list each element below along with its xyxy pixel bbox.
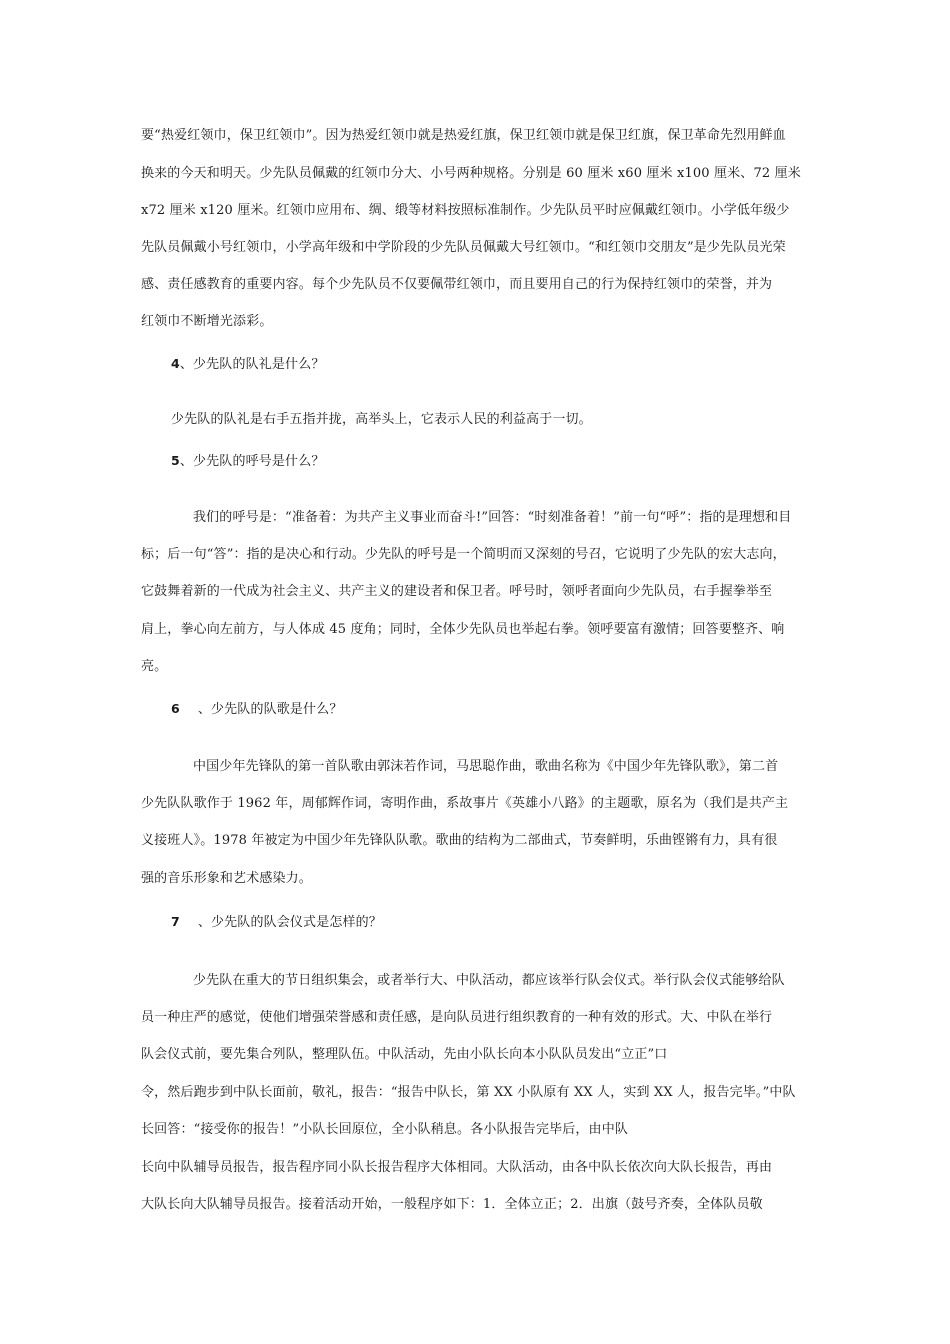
question-number: 4 [171,356,180,371]
answer-6-line: 中国少年先锋队的第一首队歌由郭沫若作词，马思聪作曲，歌曲名称为《中国少年先锋队歌》，第二首 [193,759,779,774]
intro-line: 要“热爱红领巾，保卫红领巾”。因为热爱红领巾就是热爱红旗，保卫红领巾就是保卫红旗，保卫革命先烈用鲜血 [141,128,786,143]
answer-6-line: 少先队队歌作于 1962 年，周郁辉作词，寄明作曲，系故事片《英雄小八路》的主题歌，原名为（我们是共产主 [141,796,789,811]
question-7-heading [171,914,382,931]
answer-5-line: 它鼓舞着新的一代成为社会主义、共产主义的建设者和保卫者。呼号时，领呼者面向少先队员，右手握拳举至 [141,584,773,599]
intro-line: x72 厘米 x120 厘米。红领巾应用布、绸、缎等材料按照标准制作。少先队员平时应佩戴红领巾。小学低年级少 [141,203,790,218]
answer-7-line: 长回答：“接受你的报告！”小队长回原位，全小队稍息。各小队报告完毕后，由中队 [141,1122,628,1137]
question-title: 、少先队的队会仪式是怎样的？ [197,915,382,930]
answer-6-line: 义接班人》。1978 年被定为中国少年先锋队队歌。歌曲的结构为二部曲式，节奏鲜明，乐曲铿锵有力，具有很 [141,833,778,848]
answer-5-line: 标；后一句“答”：指的是决心和行动。少先队的呼号是一个简明而又深刻的号召，它说明了少先队的宏大志向， [141,547,786,562]
intro-line: 红领巾不断增光添彩。 [141,314,273,329]
intro-line: 感、责任感教育的重要内容。每个少先队员不仅要佩带红领巾，而且要用自己的行为保持红领巾的荣誉，并为 [141,277,773,292]
question-number: 7 [171,914,180,929]
answer-7-line: 少先队在重大的节日组织集会，或者举行大、中队活动，都应该举行队会仪式。举行队会仪式能够给队 [193,973,785,988]
answer-6-line: 强的音乐形象和艺术感染力。 [141,871,312,886]
question-title: 、少先队的队礼是什么？ [179,357,325,372]
answer-7-line: 员一种庄严的感觉，使他们增强荣誉感和责任感，是向队员进行组织教育的一种有效的形式。大、中队在举行 [141,1010,773,1025]
question-title: 、少先队的队歌是什么？ [197,702,343,717]
question-6-heading [171,701,343,718]
question-number: 6 [171,701,180,716]
answer-7-line: 令，然后跑步到中队长面前，敬礼，报告：“报告中队长，第 XX 小队原有 XX 人，实到 XX 人，报告完毕。”中队 [141,1085,796,1100]
answer-7-line: 大队长向大队辅导员报告。接着活动开始，一般程序如下：1．全体立正；2．出旗（鼓号齐奏，全体队员敬 [141,1197,763,1212]
question-number: 5 [171,453,180,468]
answer-4-line: 少先队的队礼是右手五指并拢，高举头上，它表示人民的利益高于一切。 [171,412,592,427]
answer-7-line: 队会仪式前，要先集合列队，整理队伍。中队活动，先由小队长向本小队队员发出“立正”口 [141,1047,668,1062]
question-4-heading [171,356,325,373]
question-title: 、少先队的呼号是什么？ [179,454,325,469]
answer-5-line: 亮。 [141,659,168,674]
question-5-heading [171,453,325,470]
intro-line: 先队员佩戴小号红领巾，小学高年级和中学阶段的少先队员佩戴大号红领巾。“和红领巾交朋友”是少先队员光荣 [141,240,786,255]
answer-5-line: 肩上，拳心向左前方，与人体成 45 度角；同时，全体少先队员也举起右拳。领呼要富有激情；回答要整齐、响 [141,622,785,637]
intro-line: 换来的今天和明天。少先队员佩戴的红领巾分大、小号两种规格。分别是 60 厘米 x60 厘米 x100 厘米、72 厘米 [141,166,801,181]
answer-7-line: 长向中队辅导员报告，报告程序同小队长报告程序大体相同。大队活动，由各中队长依次向大队长报告，再由 [141,1160,773,1175]
answer-5-line: 我们的呼号是：“准备着：为共产主义事业而奋斗!”回答：“时刻准备着！”前一句“呼”：指的是理想和目 [193,510,792,525]
